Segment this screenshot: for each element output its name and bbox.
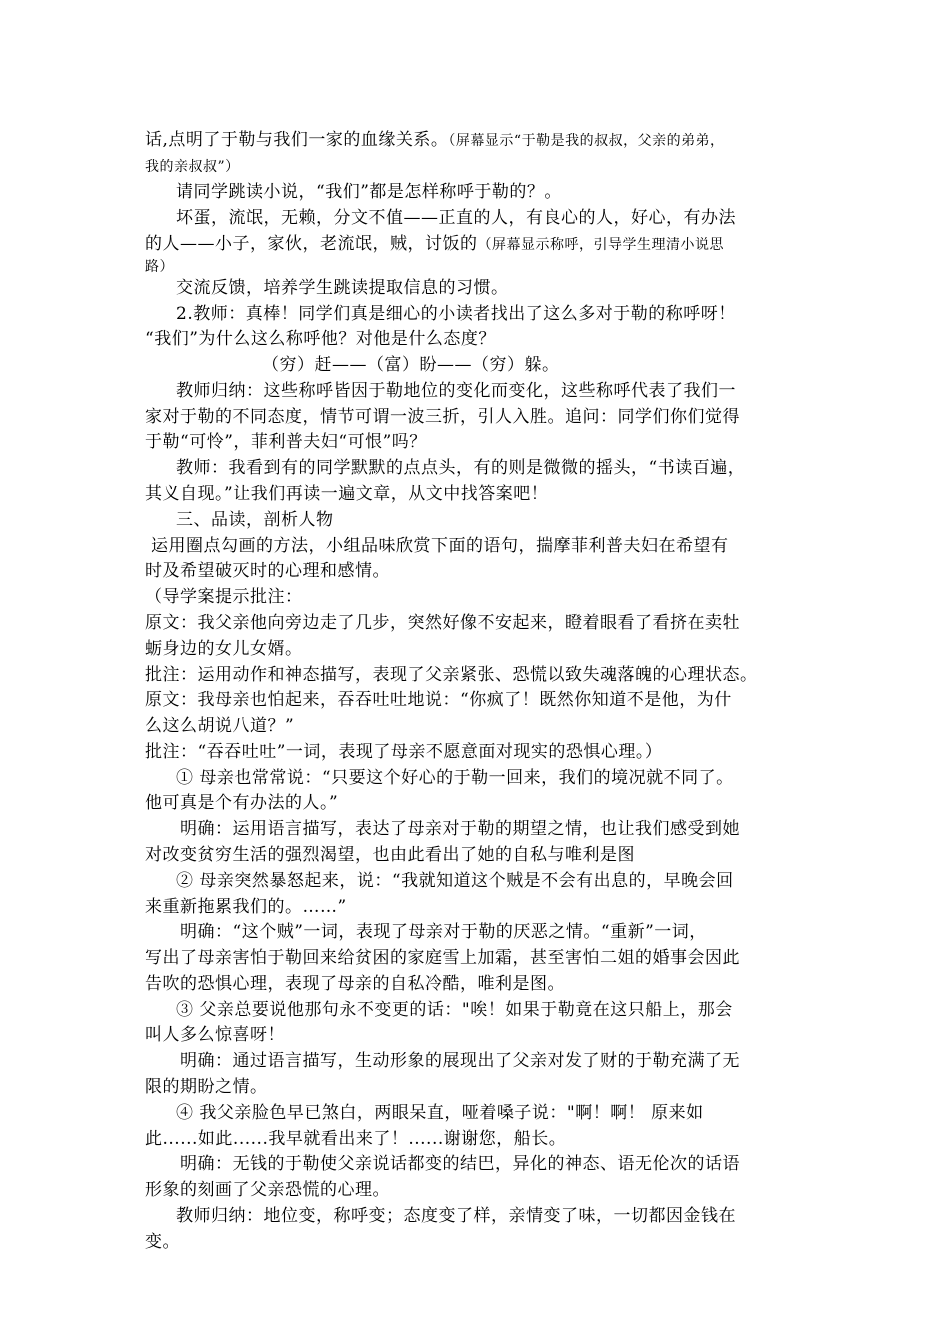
text-line: 请同学跳读小说，“我们”都是怎样称呼于勒的？。 <box>176 182 562 202</box>
text-line: 蛎身边的女儿女婿。 <box>145 639 303 659</box>
screen-note: 我的亲叔叔”） <box>145 159 240 175</box>
text-line: 的人——小子，家伙，老流氓，贼，讨饭的（屏幕显示称呼，引导学生理清小说思 <box>145 234 724 254</box>
text-line: 交流反馈，培养学生跳读提取信息的习惯。 <box>176 278 509 298</box>
text-line: （穷）赶——（富）盼——（穷）躲。 <box>262 355 560 375</box>
text-line: 家对于勒的不同态度，情节可谓一波三折，引人入胜。追问：同学们你们觉得 <box>145 407 740 427</box>
text-line: 对改变贫穷生活的强烈渴望，也由此看出了她的自私与唯利是图 <box>145 845 635 865</box>
text-line: 原文：我父亲他向旁边走了几步，突然好像不安起来，瞪着眼看了看挤在卖牡 <box>145 613 740 633</box>
text-line: 其义自现。”让我们再读一遍文章，从文中找答案吧！ <box>145 484 549 504</box>
text-line: 形象的刻画了父亲恐慌的心理。 <box>145 1180 390 1200</box>
text-line: 限的期盼之情。 <box>145 1077 268 1097</box>
screen-note: （屏幕显示“于勒是我的叔叔，父亲的弟弟， <box>448 133 725 149</box>
text-line: “我们”为什么这么称呼他？对他是什么态度？ <box>145 329 496 349</box>
text-line: 他可真是个有办法的人。” <box>145 793 339 813</box>
text-line: 教师归纳：地位变，称呼变；态度变了样，亲情变了味，一切都因金钱在 <box>176 1206 736 1226</box>
text-line: 批注：“吞吞吐吐”一词，表现了母亲不愿意面对现实的恐惧心理。） <box>145 742 663 762</box>
text-line: ③ 父亲总要说他那句永不变更的话："唉！如果于勒竟在这只船上，那会 <box>176 1000 733 1020</box>
text-line: 变。 <box>145 1232 180 1252</box>
text-line: 原文：我母亲也怕起来，吞吞吐吐地说：“你疯了！既然你知道不是他，为什 <box>145 690 732 710</box>
text-line <box>145 153 240 180</box>
text-line: 教师：我看到有的同学默默的点点头，有的则是微微的摇头，“书读百遍， <box>176 458 746 478</box>
text-line: ② 母亲突然暴怒起来，说：“我就知道这个贼是不会有出息的，早晚会回 <box>176 871 734 891</box>
text-line: 告吹的恐惧心理，表现了母亲的自私冷酷，唯利是图。 <box>145 974 565 994</box>
text-line: （导学案提示批注： <box>145 587 303 607</box>
text-line: ④ 我父亲脸色早已煞白，两眼呆直，哑着嗓子说："啊！啊！ 原来如 <box>176 1103 704 1123</box>
text-line: 来重新拖累我们的。……” <box>145 897 347 917</box>
text-line: 时及希望破灭时的心理和感情。 <box>145 561 390 581</box>
text-line: 叫人多么惊喜呀！ <box>145 1025 285 1045</box>
text-line: 明确：通过语言描写，生动形象的展现出了父亲对发了财的于勒充满了无 <box>180 1051 740 1071</box>
text-line: 么这么胡说八道？” <box>145 716 295 736</box>
text-line: 教师归纳：这些称呼皆因于勒地位的变化而变化，这些称呼代表了我们一 <box>176 381 736 401</box>
text-line: 运用圈点勾画的方法，小组品味欣赏下面的语句，揣摩菲利普夫妇在希望有 <box>151 536 729 556</box>
text-line: 批注：运用动作和神态描写，表现了父亲紧张、恐慌以致失魂落魄的心理状态。 <box>145 665 758 685</box>
text-line: 明确：运用语言描写，表达了母亲对于勒的期望之情，也让我们感受到她 <box>180 819 740 839</box>
screen-note: 路） <box>145 259 174 275</box>
text-line: 此......如此......我早就看出来了！......谢谢您，船长。 <box>145 1129 567 1149</box>
text-line <box>145 253 174 280</box>
text-line: 话,点明了于勒与我们一家的血缘关系。（屏幕显示“于勒是我的叔叔，父亲的弟弟， <box>145 130 725 150</box>
text-line: 明确：“这个贼”一词，表现了母亲对于勒的厌恶之情。“重新”一词， <box>180 922 707 942</box>
text-line: 2.教师：真棒！同学们真是细心的小读者找出了这么多对于勒的称呼呀！ <box>176 304 736 324</box>
text-line: 坏蛋，流氓，无赖，分文不值——正直的人，有良心的人，好心，有办法 <box>176 208 736 228</box>
text-line: 明确：无钱的于勒使父亲说话都变的结巴，异化的神态、语无伦次的话语 <box>180 1154 740 1174</box>
text-line: ① 母亲也常常说：“只要这个好心的于勒一回来，我们的境况就不同了。 <box>176 768 734 788</box>
text-line: 于勒“可怜”，菲利普夫妇“可恨”吗？ <box>145 432 427 452</box>
section-heading: 三、品读，剖析人物 <box>176 510 334 530</box>
text-line: 写出了母亲害怕于勒回来给贫困的家庭雪上加霜，甚至害怕二姐的婚事会因此 <box>145 948 740 968</box>
screen-note: （屏幕显示称呼，引导学生理清小说思 <box>477 237 724 253</box>
